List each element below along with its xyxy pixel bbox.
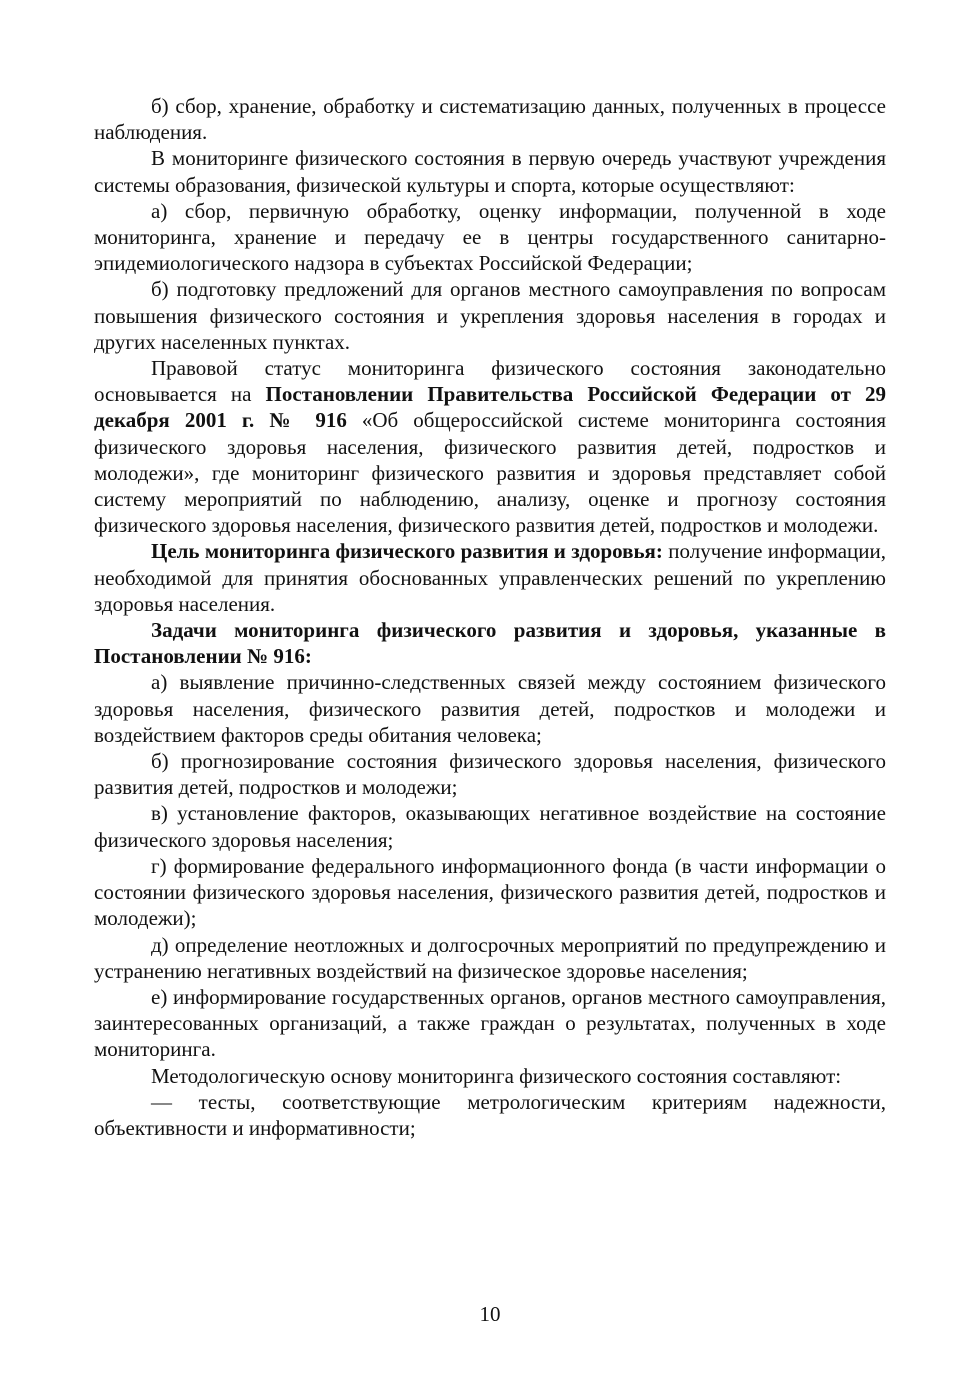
body-text bbox=[94, 93, 886, 1141]
task-item: а) выявление причинно-следственных связей между состоянием физического здоровья населения, физического развития детей, подростков и молодежи и воздействием факторов среды обитания человека; bbox=[94, 670, 886, 747]
paragraph-text: Правовой статус мониторинга физического состояния законодательно основывается на bbox=[94, 356, 886, 407]
paragraph-text: «Об общероссийской системе мониторинга состояния физического здоровья населения, физического развития детей, подростков и молодежи», где мониторинг физического развития и здоровья представляет собой систему мероприятий по наблюдению, анализу, оценке и прогнозу состояния физического здоровья населения, физического развития детей, подростков и молодежи. bbox=[94, 408, 886, 538]
paragraph-legal-status bbox=[94, 355, 886, 538]
tasks-heading: Задачи мониторинга физического развития и здоровья, указанные в Постановлении № 916: bbox=[94, 618, 886, 669]
list-item: — тесты, соответствующие метрологическим критериям надежности, объективности и информативности; bbox=[94, 1089, 886, 1140]
page-number: 10 bbox=[479, 1302, 501, 1326]
paragraph-goal bbox=[94, 538, 886, 617]
task-item: в) установление факторов, оказывающих негативное воздействие на состояние физического здоровья населения; bbox=[94, 801, 886, 852]
decree-reference: Постановлении Правительства Российской Федерации от 29 декабря 2001 г. № 916 bbox=[94, 382, 886, 433]
task-item: е) информирование государственных органов, органов местного самоуправления, заинтересованных организаций, а также граждан о результатах, полученных в ходе мониторинга. bbox=[94, 984, 886, 1062]
paragraph: б) подготовку предложений для органов местного самоуправления по вопросам повышения физического состояния и укрепления здоровья населения в городах и других населенных пунктах. bbox=[94, 277, 886, 354]
task-item: г) формирование федерального информационного фонда (в части информации о состоянии физического здоровья населения, физического развития детей, подростков и молодежи); bbox=[94, 853, 886, 931]
goal-heading: Цель мониторинга физического развития и здоровья: bbox=[151, 539, 663, 564]
task-item: б) прогнозирование состояния физического здоровья населения, физического развития детей, подростков и молодежи; bbox=[94, 749, 886, 800]
paragraph: Методологическую основу мониторинга физического состояния составляют: bbox=[151, 1063, 842, 1088]
paragraph: б) сбор, хранение, обработку и систематизацию данных, полученных в процессе наблюдения. bbox=[94, 94, 886, 145]
task-item: д) определение неотложных и долгосрочных мероприятий по предупреждению и устранению негативных воздействий на физическое здоровье населения; bbox=[94, 932, 886, 983]
paragraph: В мониторинге физического состояния в первую очередь участвуют учреждения системы образования, физической культуры и спорта, которые осуществляют: bbox=[94, 146, 886, 197]
paragraph: а) сбор, первичную обработку, оценку информации, полученной в ходе мониторинга, хранение и передачу ее в центры государственного санитарно-эпидемиологического надзора в субъектах Российской Федерации; bbox=[94, 198, 886, 276]
paragraph-text: получение информации, необходимой для принятия обоснованных управленческих решений по укреплению здоровья населения. bbox=[94, 539, 886, 616]
